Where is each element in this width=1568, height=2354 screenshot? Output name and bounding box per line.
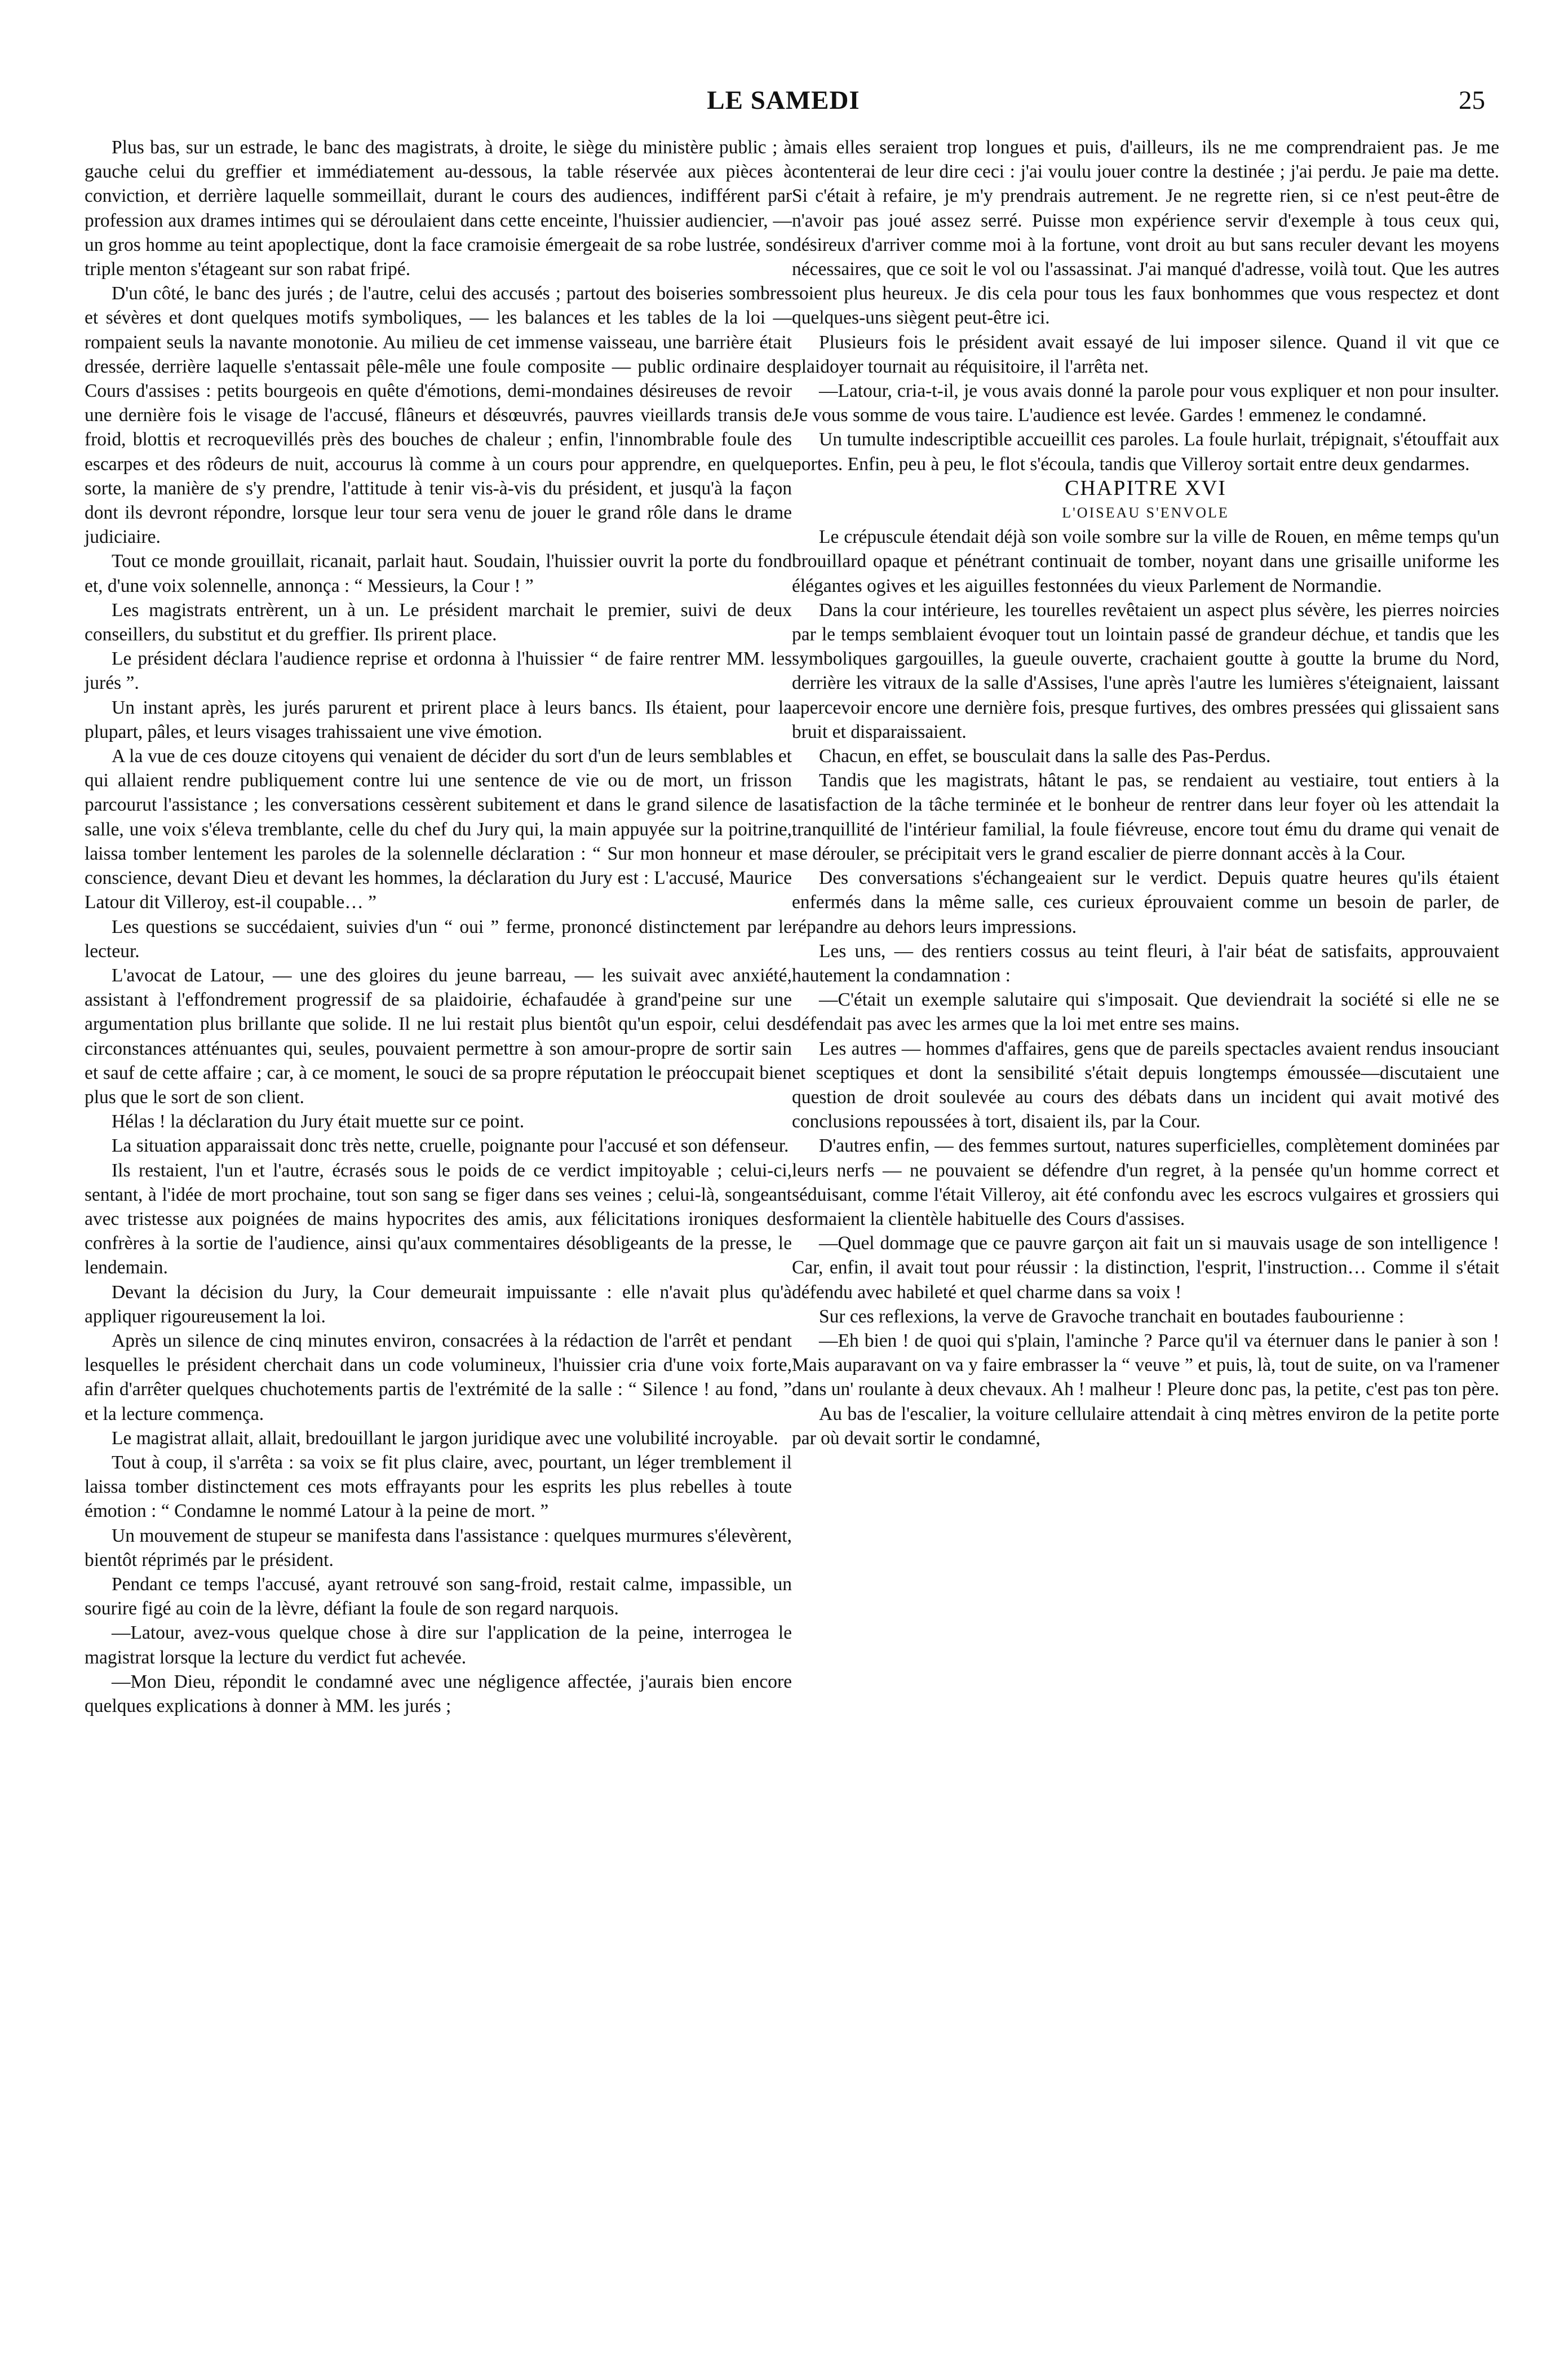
paragraph: Tandis que les magistrats, hâtant le pas, se rendaient au vestiaire, tout entiers à la satisfaction de la tâche terminée et le bonheur de rentrer dans leur foyer où les attendait la tranquillité de l'intérieur familial, la foule fiévreuse, encore tout ému du drame qui venait de se dérouler, se précipitait vers le grand escalier de pierre donnant accès à la Cour. (792, 770, 1499, 864)
paragraph: Sur ces reflexions, la verve de Gravoche tranchait en boutades faubourienne : (819, 1306, 1405, 1327)
paragraph: D'un côté, le banc des jurés ; de l'autre, celui des accusés ; partout des boiseries sombres et sévères et dont quelques motifs symboliques, — les balances et les tables de la loi — rompaient seuls la navante monotonie. Au milieu de cet immense vaisseau, une barrière était dressée, derrière laquelle s'entassait pêle-mêle une foule composite — public ordinaire des Cours d'assises : petits bourgeois en quête d'émotions, demi-mondaines désireuses de revoir une dernière fois le visage de l'accusé, flâneurs et désœuvrés, pauvres vieillards transis de froid, blottis et recroquevillés près des bouches de chaleur ; enfin, l'innombrable foule des escarpes et des rôdeurs de nuit, accourus là comme à un cours pour apprendre, en quelque sorte, la manière de s'y prendre, l'attitude à tenir vis-à-vis du président, et jusqu'à la façon dont ils devront répondre, lorsque leur tour sera venu de jouer le grand rôle dans le drame judiciaire. (85, 283, 792, 548)
paragraph: D'autres enfin, — des femmes surtout, natures superficielles, complètement dominées par leurs nerfs — ne pouvaient se défendre d'un regret, à la pensée qu'un homme correct et séduisant, comme l'était Villeroy, ait été confondu avec les escrocs vulgaires et grossiers qui formaient la clientèle habituelle des Cours d'assises. (792, 1135, 1499, 1229)
paragraph: L'avocat de Latour, — une des gloires du jeune barreau, — les suivait avec anxiété, assistant à l'effondrement progressif de sa plaidoirie, échafaudée à grand'peine sur une argumentation plus brillante que solide. Il ne lui restait plus bientôt qu'un espoir, celui des circonstances atténuantes qui, seules, pouvaient permettre à son amour-propre de sortir sain et sauf de cette affaire ; car, à ce moment, le souci de sa propre réputation le préoccupait bien plus que le sort de son client. (85, 964, 792, 1108)
journal-title: LE SAMEDI (707, 86, 860, 115)
paragraph: Les uns, — des rentiers cossus au teint fleuri, à l'air béat de satisfaits, approuvaient hautement la condamnation : (792, 940, 1499, 986)
right-column (792, 135, 1499, 1450)
paragraph: Au bas de l'escalier, la voiture cellulaire attendait à cinq mètres environ de la petite porte par où devait sortir le condamné, (792, 1403, 1499, 1449)
paragraph: Le magistrat allait, allait, bredouillant le jargon juridique avec une volubilité incroyable. (112, 1427, 778, 1449)
paragraph: Plusieurs fois le président avait essayé de lui imposer silence. Quand il vit que ce plaidoyer tournait au réquisitoire, il l'arrêta net. (792, 331, 1499, 377)
paragraph: La situation apparaissait donc très nette, cruelle, poignante pour l'accusé et son défenseur. (112, 1135, 789, 1157)
paragraph: Un instant après, les jurés parurent et prirent place à leurs bancs. Ils étaient, pour la plupart, pâles, et leurs visages trahissaient une vive émotion. (85, 697, 792, 742)
paragraph: Les magistrats entrèrent, un à un. Le président marchait le premier, suivi de deux conseillers, du substitut et du greffier. Ils prirent place. (85, 599, 792, 645)
page-number: 25 (1459, 86, 1485, 115)
paragraph: Plus bas, sur un estrade, le banc des magistrats, à droite, le siège du ministère public ; à gauche celui du greffier et immédiatement au-dessous, la table réservée aux pièces à conviction, et derrière laquelle sommeillait, durant le cours des audiences, indifférent par profession aux drames intimes qui se déroulaient dans cette enceinte, l'huissier audiencier, — un gros homme au teint apoplectique, dont la face cramoisie émergeait de sa robe lustrée, son triple menton s'étageant sur son rabat fripé. (85, 137, 792, 280)
paragraph: —Mon Dieu, répondit le condamné avec une négligence affectée, j'aurais bien encore quelques explications à donner à MM. les jurés ; (85, 1671, 792, 1716)
left-column (85, 135, 792, 1718)
paragraph: Hélas ! la déclaration du Jury était muette sur ce point. (112, 1111, 525, 1132)
paragraph: —Quel dommage que ce pauvre garçon ait fait un si mauvais usage de son intelligence ! Car, enfin, il avait tout pour réussir : la distinction, l'esprit, l'instruction… Comme il s'était défendu avec habileté et quel charme dans sa voix ! (792, 1233, 1499, 1303)
paragraph: Chacun, en effet, se bousculait dans la salle des Pas-Perdus. (819, 746, 1271, 767)
paragraph: Le crépuscule étendait déjà son voile sombre sur la ville de Rouen, en même temps qu'un brouillard opaque et pénétrant continuait de tomber, noyant dans une grisaille uniforme les élégantes ogives et les aiguilles festonnées du vieux Parlement de Normandie. (792, 526, 1499, 596)
paragraph: Les questions se succédaient, suivies d'un “ oui ” ferme, prononcé distinctement par le lecteur. (85, 916, 792, 962)
chapter-heading: CHAPITRE XVI (1065, 476, 1226, 500)
chapter-subtitle: L'OISEAU S'ENVOLE (1062, 505, 1229, 521)
paragraph: —Eh bien ! de quoi qui s'plain, l'aminche ? Parce qu'il va éternuer dans le panier à son ! Mais auparavant on va y faire embrasser la “ veuve ” et puis, là, tout de suite, on va l'ramener dans un' roulante à deux chevaux. Ah ! malheur ! Pleure donc pas, la petite, c'est pas ton père. (792, 1330, 1499, 1400)
paragraph: —Latour, cria-t-il, je vous avais donné la parole pour vous expliquer et non pour insulter. Je vous somme de vous taire. L'audience est levée. Gardes ! emmenez le condamné. (792, 380, 1499, 426)
paragraph: —Latour, avez-vous quelque chose à dire sur l'application de la peine, interrogea le magistrat lorsque la lecture du verdict fut achevée. (85, 1622, 792, 1668)
paragraph: Pendant ce temps l'accusé, ayant retrouvé son sang-froid, restait calme, impassible, un sourire figé au coin de la lèvre, défiant la foule de son regard narquois. (85, 1573, 792, 1620)
paragraph: Le président déclara l'audience reprise et ordonna à l'huissier “ de faire rentrer MM. les jurés ”. (85, 648, 792, 694)
paragraph: Un mouvement de stupeur se manifesta dans l'assistance : quelques murmures s'élevèrent, bientôt réprimés par le président. (85, 1525, 792, 1570)
paragraph: Après un silence de cinq minutes environ, consacrées à la rédaction de l'arrêt et pendant lesquelles le président cherchait dans un code volumineux, l'huissier cria d'une voix forte, afin d'arrêter quelques chuchotements partis de l'extrémité de la salle : “ Silence ! au fond, ” et la lecture commença. (85, 1330, 792, 1424)
paragraph: Des conversations s'échangeaient sur le verdict. Depuis quatre heures qu'ils étaient enfermés dans la même salle, ces curieux éprouvaient comme un besoin de parler, de répandre au dehors leurs impressions. (792, 868, 1499, 937)
paragraph: Devant la décision du Jury, la Cour demeurait impuissante : elle n'avait plus qu'à appliquer rigoureusement la loi. (85, 1281, 792, 1327)
paragraph: Un tumulte indescriptible accueillit ces paroles. La foule hurlait, trépignait, s'étouffait aux portes. Enfin, peu à peu, le flot s'écoula, tandis que Villeroy sortait entre deux gendarmes. (792, 429, 1499, 475)
paragraph: Ils restaient, l'un et l'autre, écrasés sous le poids de ce verdict impitoyable ; celui-ci, sentant, à l'idée de mort prochaine, tout son sang se figer dans ses veines ; celui-là, songeant avec tristesse aux poignées de mains hypocrites des amis, aux félicitations ironiques des confrères à la sortie de l'audience, ainsi qu'aux commentaires désobligeants de la presse, le lendemain. (85, 1160, 792, 1278)
paragraph: A la vue de ces douze citoyens qui venaient de décider du sort d'un de leurs semblables et qui allaient rendre publiquement contre lui une sentence de vie ou de mort, un frisson parcourut l'assistance ; les conversations cessèrent subitement et dans le grand silence de la salle, une voix s'éleva tremblante, celle du chef du Jury qui, la main appuyée sur la poitrine, laissa tomber lentement les paroles de la solennelle déclaration : “ Sur mon honneur et ma conscience, devant Dieu et devant les hommes, la déclaration du Jury est : L'accusé, Maurice Latour dit Villeroy, est-il coupable… ” (85, 746, 792, 913)
paragraph: Tout à coup, il s'arrêta : sa voix se fit plus claire, avec, pourtant, un léger tremblement il laissa tomber distinctement ces mots effrayants pour les esprits les plus rebelles à toute émotion : “ Condamne le nommé Latour à la peine de mort. ” (85, 1452, 792, 1522)
page-header (82, 78, 1485, 123)
paragraph: Les autres — hommes d'affaires, gens que de pareils spectacles avaient rendus insouciant et sceptiques et dont la sensibilité s'était depuis longtemps émoussée—discutaient une question de droit soulevée au cours des débats dans un incident qui avait motivé des conclusions repoussées à tort, disaient ils, par la Cour. (792, 1038, 1499, 1132)
paragraph: —C'était un exemple salutaire qui s'imposait. Que deviendrait la société si elle ne se défendait pas avec les armes que la loi met entre ses mains. (792, 989, 1499, 1035)
paragraph: Dans la cour intérieure, les tourelles revêtaient un aspect plus sévère, les pierres noircies par le temps semblaient évoquer tout un lointain passé de grandeur déchue, et tandis que les symboliques gargouilles, la gueule ouverte, crachaient goutte à goutte la brume du Nord, derrière les vitraux de la salle d'Assises, l'une après l'autre les lumières s'éteignaient, laissant apercevoir encore une dernière fois, presque furtives, des ombres pressées qui glissaient sans bruit et disparaissaient. (792, 599, 1499, 742)
paragraph: mais elles seraient trop longues et puis, d'ailleurs, ils ne me comprendraient pas. Je me contenterai de leur dire ceci : j'ai voulu jouer contre la destinée ; j'ai perdu. Je paie ma dette. Si c'était à refaire, je m'y prendrais autrement. Je ne regrette rien, si ce n'est peut-être de n'avoir pas joué assez serré. Puisse mon expérience servir d'exemple à tous ceux qui, désireux d'arriver comme moi à la fortune, vont droit au but sans reculer devant les moyens nécessaires, que ce soit le vol ou l'assassinat. J'ai manqué d'adresse, voilà tout. Que les autres soient plus heureux. Je dis cela pour tous les faux bonhommes que vous respectez et dont quelques-uns siègent peut-être ici. (792, 137, 1499, 329)
paragraph: Tout ce monde grouillait, ricanait, parlait haut. Soudain, l'huissier ouvrit la porte du fond et, d'une voix solennelle, annonça : “ Messieurs, la Cour ! ” (85, 551, 792, 596)
